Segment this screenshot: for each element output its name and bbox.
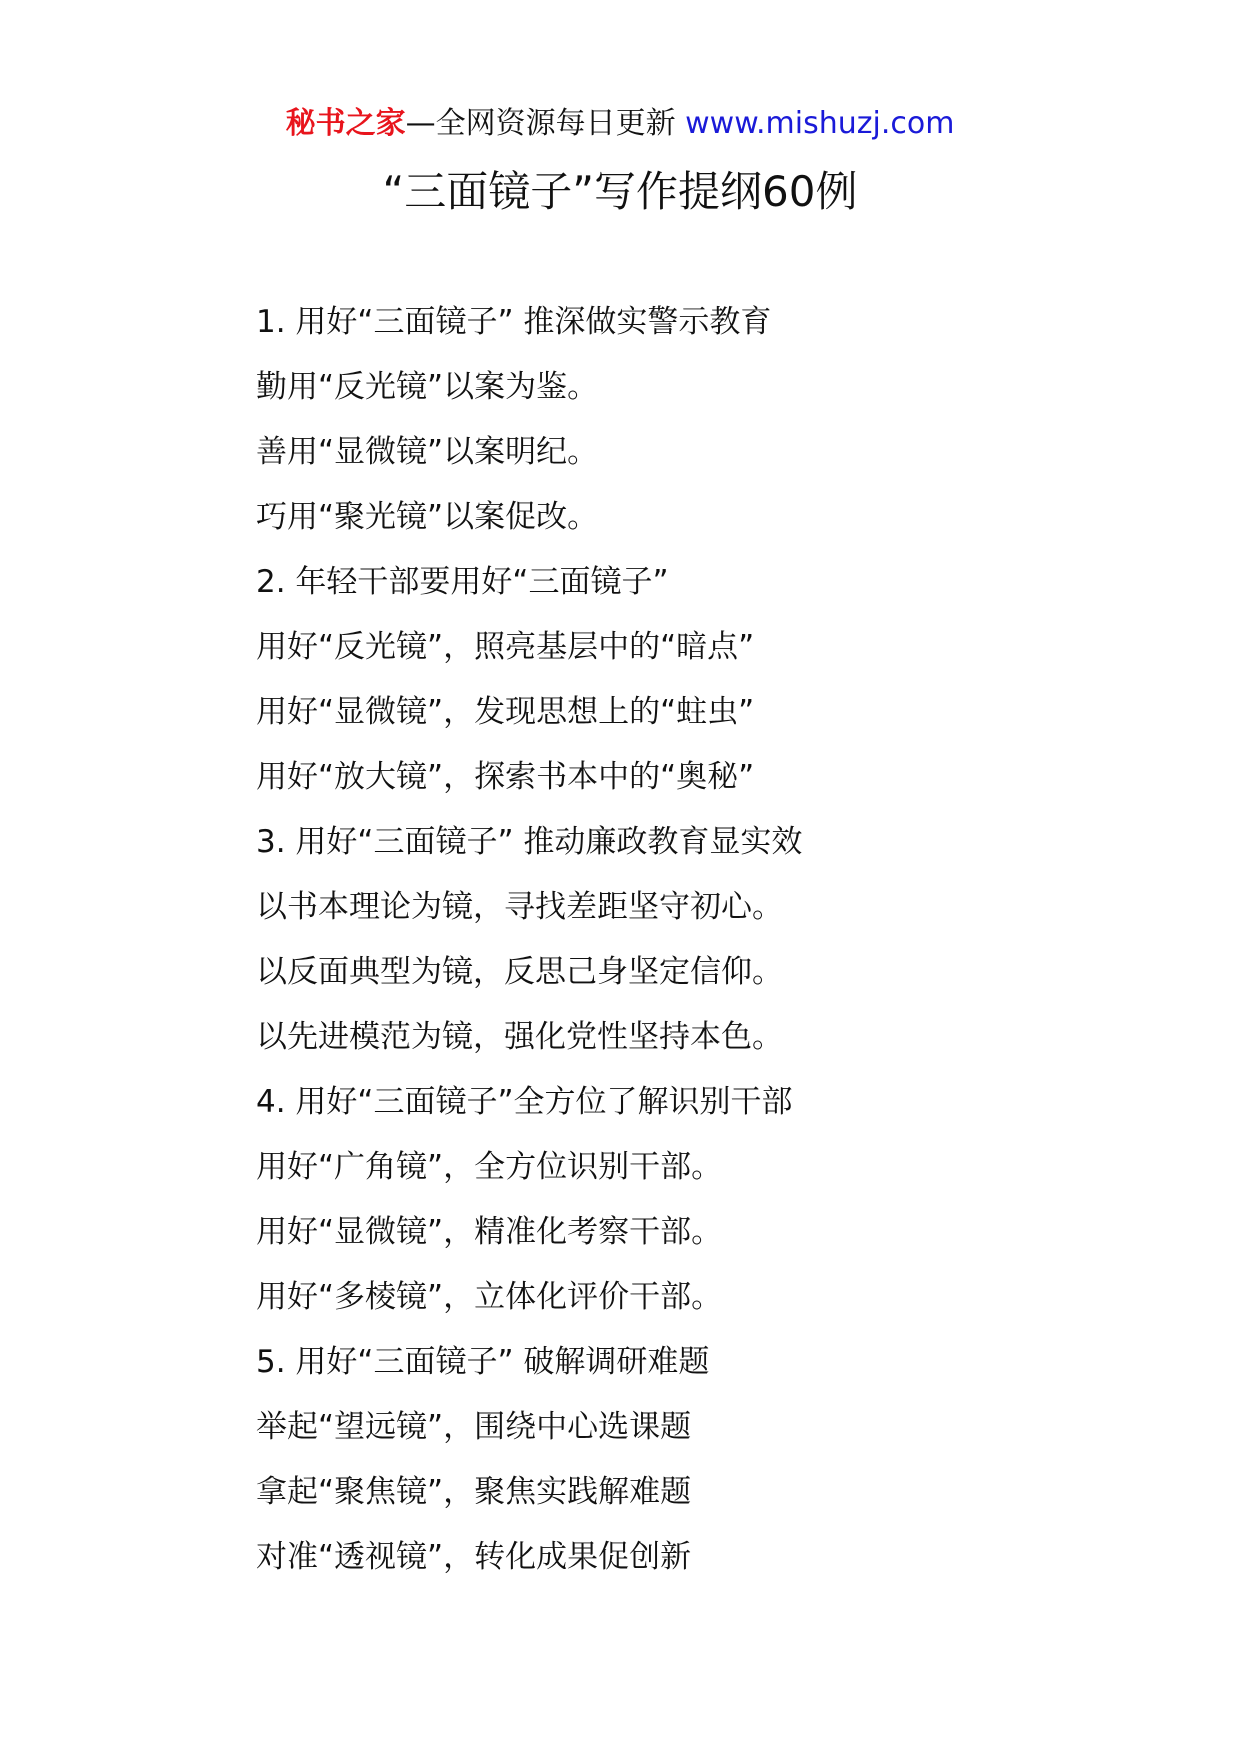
body-line: 用好“多棱镜”，立体化评价干部。 xyxy=(256,1279,723,1315)
body-line: 以反面典型为镜，反思己身坚定信仰。 xyxy=(256,954,783,990)
body-line: 用好“广角镜”，全方位识别干部。 xyxy=(256,1149,723,1185)
site-header xyxy=(0,100,1240,148)
document-body xyxy=(256,290,1156,1590)
body-line: 对准“透视镜”，转化成果促创新 xyxy=(256,1539,692,1575)
document-title: “三面镜子”写作提纲60例 xyxy=(382,167,858,216)
site-url-link[interactable]: www.mishuzj.com xyxy=(685,106,955,141)
body-line: 用好“显微镜”，精准化考察干部。 xyxy=(256,1214,723,1250)
body-line: 以先进模范为镜，强化党性坚持本色。 xyxy=(256,1019,783,1055)
section-heading: 3. 用好“三面镜子” 推动廉政教育显实效 xyxy=(256,824,803,860)
section-heading: 2. 年轻干部要用好“三面镜子” xyxy=(256,564,669,600)
body-line: 用好“放大镜”，探索书本中的“奥秘” xyxy=(256,759,755,795)
body-line: 举起“望远镜”，围绕中心选课题 xyxy=(256,1409,692,1445)
body-line: 用好“显微镜”，发现思想上的“蛀虫” xyxy=(256,694,755,730)
header-tagline: —全网资源每日更新 xyxy=(405,106,686,141)
body-line: 以书本理论为镜，寻找差距坚守初心。 xyxy=(256,889,783,925)
section-heading: 5. 用好“三面镜子” 破解调研难题 xyxy=(256,1344,710,1380)
body-line: 巧用“聚光镜”以案促改。 xyxy=(256,499,599,535)
body-line: 勤用“反光镜”以案为鉴。 xyxy=(256,369,599,405)
section-heading: 1. 用好“三面镜子” 推深做实警示教育 xyxy=(256,304,772,340)
body-line: 用好“反光镜”，照亮基层中的“暗点” xyxy=(256,629,755,665)
brand-name: 秘书之家 xyxy=(285,106,406,141)
body-line: 拿起“聚焦镜”，聚焦实践解难题 xyxy=(256,1474,692,1510)
section-heading: 4. 用好“三面镜子”全方位了解识别干部 xyxy=(256,1084,793,1120)
body-line: 善用“显微镜”以案明纪。 xyxy=(256,434,599,470)
